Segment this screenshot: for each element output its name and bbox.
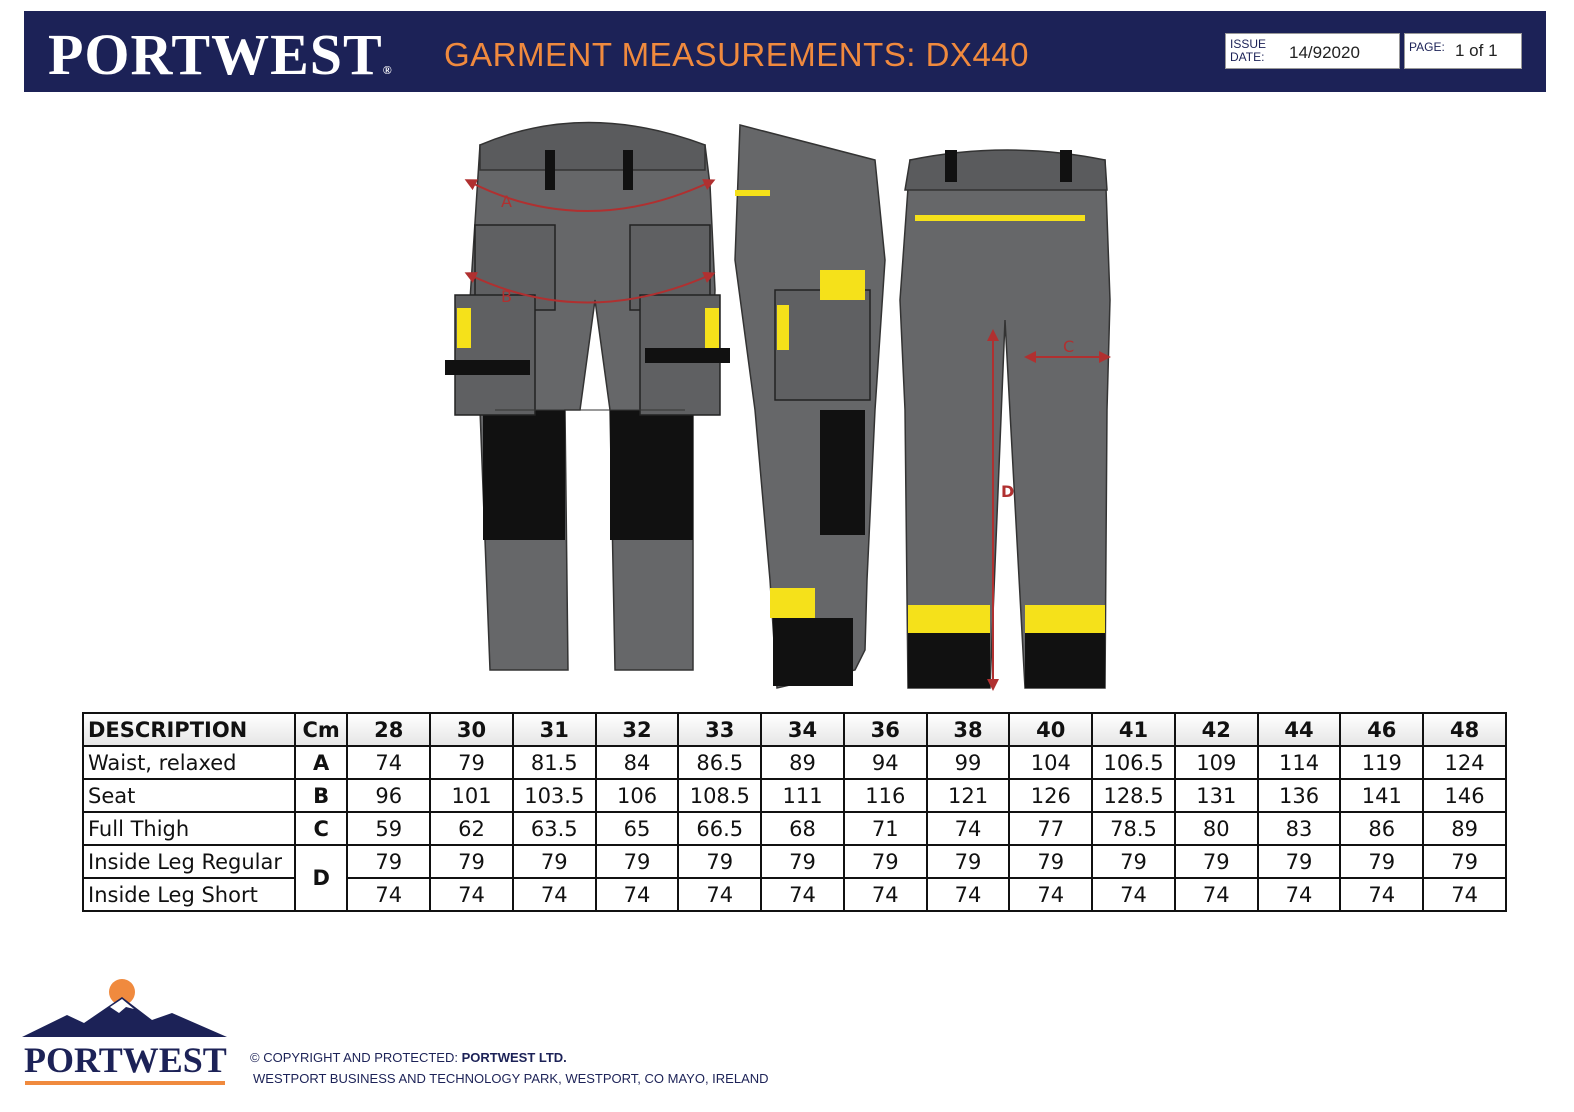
row-value: 74 bbox=[1009, 878, 1092, 911]
issue-date-value: 14/92020 bbox=[1289, 43, 1360, 62]
front-view bbox=[445, 123, 730, 671]
table-row bbox=[83, 746, 1506, 779]
header-description: DESCRIPTION bbox=[83, 713, 295, 746]
row-value: 106 bbox=[596, 779, 679, 812]
header-size: 33 bbox=[678, 713, 761, 746]
issue-date-label: ISSUE DATE: bbox=[1230, 37, 1267, 64]
row-value: 59 bbox=[347, 812, 430, 845]
row-value: 108.5 bbox=[678, 779, 761, 812]
garment-drawing bbox=[435, 110, 1125, 695]
row-value: 81.5 bbox=[513, 746, 596, 779]
row-description: Full Thigh bbox=[83, 812, 295, 845]
header-size: 32 bbox=[596, 713, 679, 746]
row-value: 99 bbox=[927, 746, 1010, 779]
row-value: 128.5 bbox=[1092, 779, 1175, 812]
row-value: 83 bbox=[1258, 812, 1341, 845]
row-value: 111 bbox=[761, 779, 844, 812]
row-value: 74 bbox=[761, 878, 844, 911]
row-code: B bbox=[295, 779, 347, 812]
row-value: 78.5 bbox=[1092, 812, 1175, 845]
row-value: 74 bbox=[347, 878, 430, 911]
page-value: 1 of 1 bbox=[1455, 41, 1498, 60]
row-value: 136 bbox=[1258, 779, 1341, 812]
issue-date-box bbox=[1225, 33, 1400, 69]
header-bar bbox=[24, 11, 1546, 92]
row-value: 84 bbox=[596, 746, 679, 779]
measurements-table bbox=[82, 712, 1507, 912]
row-value: 79 bbox=[1009, 845, 1092, 878]
row-value: 74 bbox=[1258, 878, 1341, 911]
table-header-row bbox=[83, 713, 1506, 746]
header-unit: Cm bbox=[295, 713, 347, 746]
row-value: 131 bbox=[1175, 779, 1258, 812]
row-value: 119 bbox=[1340, 746, 1423, 779]
row-value: 103.5 bbox=[513, 779, 596, 812]
row-value: 74 bbox=[513, 878, 596, 911]
row-value: 74 bbox=[1175, 878, 1258, 911]
row-value: 96 bbox=[347, 779, 430, 812]
row-value: 86.5 bbox=[678, 746, 761, 779]
row-value: 79 bbox=[678, 845, 761, 878]
row-code: A bbox=[295, 746, 347, 779]
row-value: 74 bbox=[347, 746, 430, 779]
back-view bbox=[900, 150, 1110, 688]
row-description: Inside Leg Short bbox=[83, 878, 295, 911]
row-value: 126 bbox=[1009, 779, 1092, 812]
row-code: D bbox=[295, 845, 347, 911]
row-value: 86 bbox=[1340, 812, 1423, 845]
header-size: 42 bbox=[1175, 713, 1258, 746]
row-value: 80 bbox=[1175, 812, 1258, 845]
side-view bbox=[735, 125, 885, 688]
row-value: 79 bbox=[430, 845, 513, 878]
row-value: 79 bbox=[513, 845, 596, 878]
row-value: 79 bbox=[1175, 845, 1258, 878]
row-value: 109 bbox=[1175, 746, 1258, 779]
footer-brand-underline bbox=[25, 1081, 225, 1085]
row-value: 71 bbox=[844, 812, 927, 845]
row-value: 74 bbox=[844, 878, 927, 911]
row-value: 106.5 bbox=[1092, 746, 1175, 779]
row-value: 74 bbox=[1092, 878, 1175, 911]
label-a: A bbox=[501, 192, 512, 211]
row-value: 79 bbox=[844, 845, 927, 878]
label-b: B bbox=[501, 287, 512, 306]
header-size: 46 bbox=[1340, 713, 1423, 746]
row-description: Seat bbox=[83, 779, 295, 812]
row-value: 74 bbox=[430, 878, 513, 911]
row-value: 79 bbox=[1258, 845, 1341, 878]
row-value: 94 bbox=[844, 746, 927, 779]
row-value: 146 bbox=[1423, 779, 1506, 812]
row-value: 65 bbox=[596, 812, 679, 845]
row-value: 74 bbox=[596, 878, 679, 911]
row-value: 79 bbox=[1423, 845, 1506, 878]
header-size: 30 bbox=[430, 713, 513, 746]
table-row bbox=[83, 812, 1506, 845]
row-value: 79 bbox=[1092, 845, 1175, 878]
row-value: 74 bbox=[678, 878, 761, 911]
row-value: 101 bbox=[430, 779, 513, 812]
row-value: 79 bbox=[596, 845, 679, 878]
row-value: 74 bbox=[927, 812, 1010, 845]
label-d: D bbox=[1001, 482, 1015, 501]
row-value: 74 bbox=[1423, 878, 1506, 911]
row-value: 66.5 bbox=[678, 812, 761, 845]
page-label: PAGE: bbox=[1409, 40, 1445, 54]
header-size: 34 bbox=[761, 713, 844, 746]
copyright-text: © COPYRIGHT AND PROTECTED: PORTWEST LTD. bbox=[250, 1050, 567, 1065]
page-number-box bbox=[1404, 33, 1522, 69]
header-size: 44 bbox=[1258, 713, 1341, 746]
address-text: WESTPORT BUSINESS AND TECHNOLOGY PARK, WESTPORT, CO MAYO, IRELAND bbox=[253, 1071, 769, 1086]
row-value: 62 bbox=[430, 812, 513, 845]
footer-brand: PORTWEST bbox=[24, 1040, 227, 1080]
row-value: 63.5 bbox=[513, 812, 596, 845]
header-size: 48 bbox=[1423, 713, 1506, 746]
row-code: C bbox=[295, 812, 347, 845]
row-value: 116 bbox=[844, 779, 927, 812]
label-c: C bbox=[1063, 337, 1075, 356]
row-value: 79 bbox=[347, 845, 430, 878]
header-size: 38 bbox=[927, 713, 1010, 746]
row-value: 74 bbox=[1340, 878, 1423, 911]
row-description: Waist, relaxed bbox=[83, 746, 295, 779]
row-value: 68 bbox=[761, 812, 844, 845]
row-value: 114 bbox=[1258, 746, 1341, 779]
row-value: 79 bbox=[927, 845, 1010, 878]
row-value: 79 bbox=[430, 746, 513, 779]
row-value: 79 bbox=[1340, 845, 1423, 878]
row-value: 104 bbox=[1009, 746, 1092, 779]
row-value: 124 bbox=[1423, 746, 1506, 779]
header-size: 41 bbox=[1092, 713, 1175, 746]
row-value: 74 bbox=[927, 878, 1010, 911]
header-size: 36 bbox=[844, 713, 927, 746]
row-value: 77 bbox=[1009, 812, 1092, 845]
row-value: 141 bbox=[1340, 779, 1423, 812]
table-row bbox=[83, 845, 1506, 878]
brand-logo: PORTWEST® bbox=[48, 22, 393, 87]
row-value: 79 bbox=[761, 845, 844, 878]
page-title: GARMENT MEASUREMENTS: DX440 bbox=[444, 36, 1030, 73]
header-size: 28 bbox=[347, 713, 430, 746]
header-size: 31 bbox=[513, 713, 596, 746]
header-size: 40 bbox=[1009, 713, 1092, 746]
row-description: Inside Leg Regular bbox=[83, 845, 295, 878]
row-value: 121 bbox=[927, 779, 1010, 812]
table-row bbox=[83, 779, 1506, 812]
row-value: 89 bbox=[1423, 812, 1506, 845]
row-value: 89 bbox=[761, 746, 844, 779]
